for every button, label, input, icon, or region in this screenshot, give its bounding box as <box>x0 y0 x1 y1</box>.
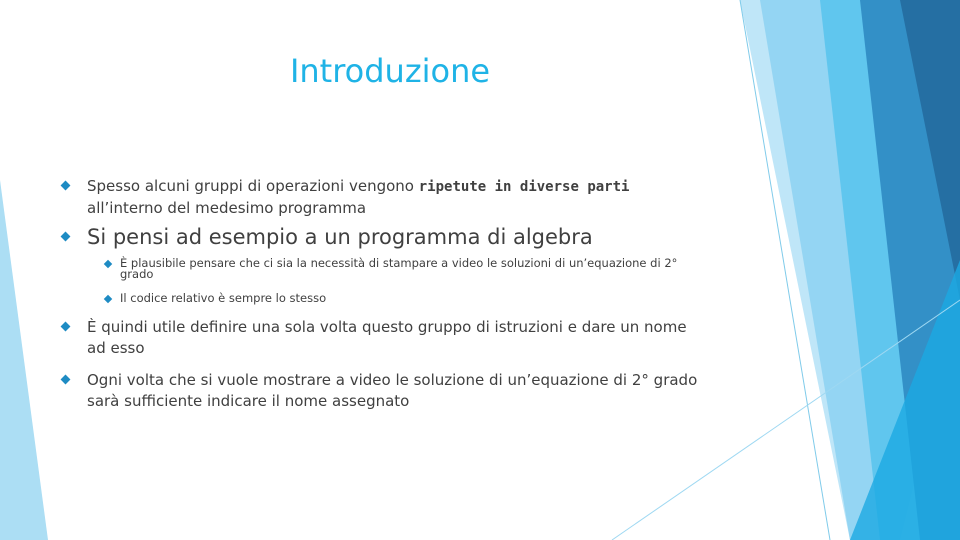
sub-bullet-item <box>104 258 704 280</box>
diamond-bullet-icon <box>104 260 112 268</box>
emphasis-text: ripetute in diverse parti <box>418 179 630 195</box>
diamond-bullet-icon <box>61 375 71 385</box>
left-facet <box>0 180 48 540</box>
diamond-bullet-icon <box>61 181 71 191</box>
bullet-item <box>60 370 700 412</box>
bullet-item <box>60 317 700 359</box>
bullet-text: È plausibile pensare che ci sia la necessità di stampare a video le soluzioni di un’equazione di 2° grado <box>120 256 678 281</box>
diamond-bullet-icon <box>61 232 71 242</box>
sub-bullet-item <box>104 293 704 304</box>
bullet-item <box>60 224 700 250</box>
diamond-bullet-icon <box>61 322 71 332</box>
bullet-text: È quindi utile definire una sola volta questo gruppo di istruzioni e dare un nome ad esso <box>87 318 687 357</box>
slide-title: Introduzione <box>289 52 491 90</box>
diamond-bullet-icon <box>104 295 112 303</box>
bullet-text: Il codice relativo è sempre lo stesso <box>120 291 327 305</box>
bullet-text: Ogni volta che si vuole mostrare a video le soluzione di un’equazione di 2° grado sarà sufficiente indicare il nome assegnato <box>87 371 698 410</box>
bullet-text: Spesso alcuni gruppi di operazioni vengono ripetute in diverse parti all’interno del medesimo programma <box>87 177 630 217</box>
bullet-item <box>60 176 700 219</box>
bullet-text: Si pensi ad esempio a un programma di algebra <box>87 225 593 249</box>
